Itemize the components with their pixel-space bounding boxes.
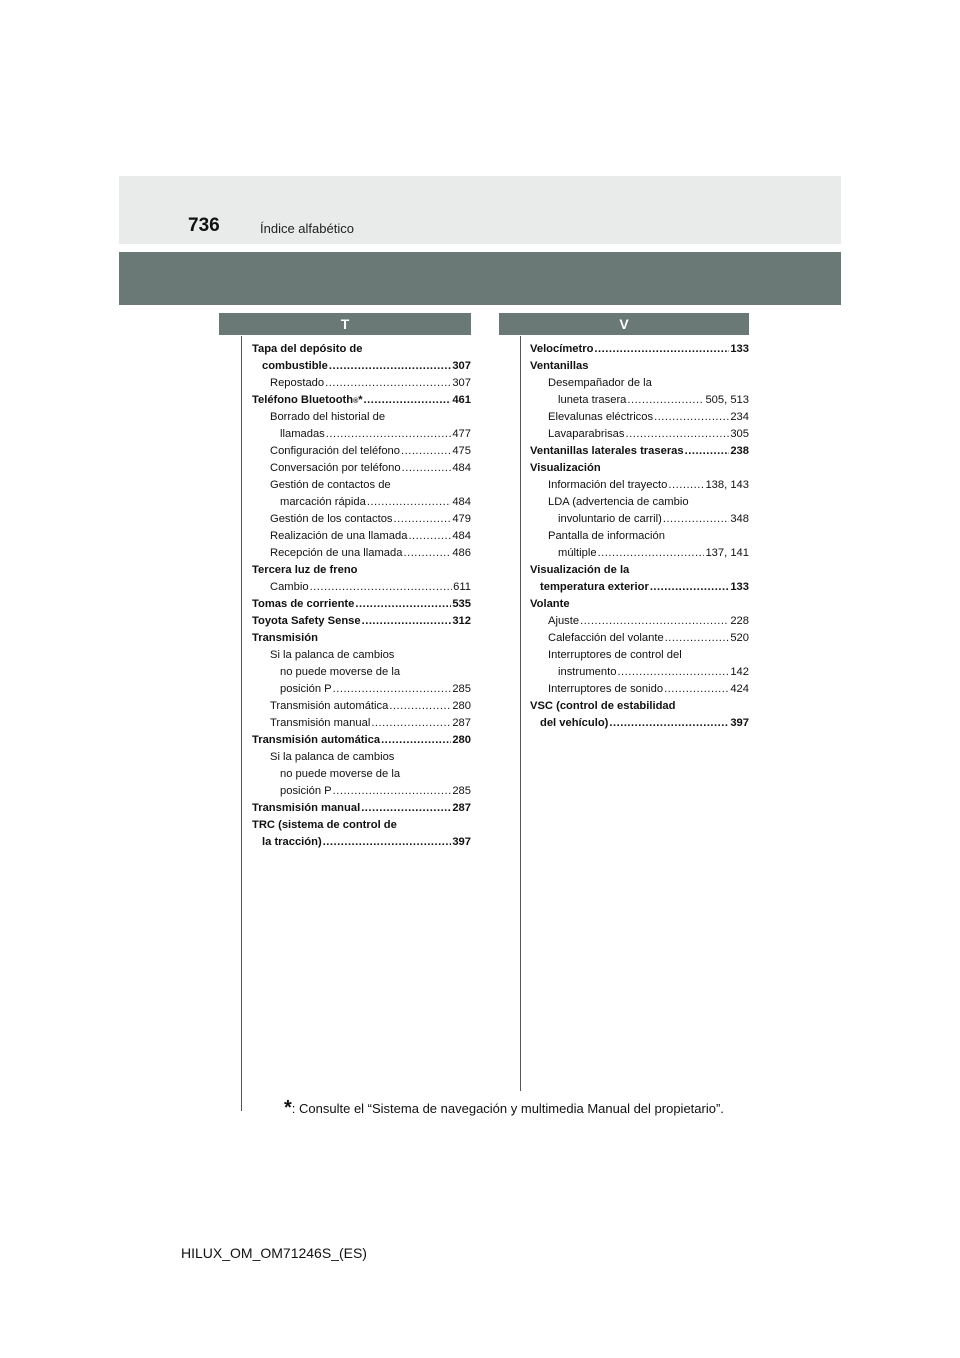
entry-text: Borrado del historial de	[270, 411, 386, 423]
index-entry	[252, 528, 471, 545]
index-entry	[530, 409, 749, 426]
leader-dots	[394, 511, 452, 528]
entry-page: 234	[730, 411, 749, 423]
entry-text: Configuración del teléfono	[270, 445, 400, 457]
entry-page: 477	[452, 428, 471, 440]
entry-text: Ventanillas	[530, 360, 589, 372]
document-id: HILUX_OM_OM71246S_(ES)	[181, 1245, 367, 1261]
entry-page: 486	[452, 547, 471, 559]
entry-text: VSC (control de estabilidad	[530, 700, 676, 712]
index-entry	[252, 562, 471, 579]
entry-page: 535	[452, 598, 471, 610]
leader-dots	[403, 545, 451, 562]
entry-text: Velocímetro	[530, 343, 594, 355]
leader-dots	[402, 460, 452, 477]
index-entry	[530, 375, 749, 392]
leader-dots	[408, 528, 451, 545]
index-entry	[252, 375, 471, 392]
index-entry	[252, 800, 471, 817]
leader-dots	[326, 426, 452, 443]
entry-page: 280	[452, 734, 471, 746]
index-entry	[530, 528, 749, 545]
entry-page: 228	[730, 615, 749, 627]
entry-text: Si la palanca de cambios	[270, 751, 395, 763]
index-entry	[252, 477, 471, 494]
index-entry	[530, 613, 749, 630]
index-entry	[530, 341, 749, 358]
entry-page: 285	[452, 785, 471, 797]
entry-text: posición P	[280, 683, 332, 695]
leader-dots	[598, 545, 705, 562]
index-entry	[530, 494, 749, 511]
leader-dots	[325, 375, 451, 392]
index-entry	[252, 596, 471, 613]
leader-dots	[594, 341, 729, 358]
index-entry	[252, 715, 471, 732]
index-entry	[252, 749, 471, 766]
index-entry	[252, 443, 471, 460]
entry-text: Pantalla de información	[548, 530, 665, 542]
index-entry	[530, 681, 749, 698]
entry-text: Cambio	[270, 581, 309, 593]
column-divider-middle	[520, 336, 521, 1091]
entry-page: 484	[452, 496, 471, 508]
entry-text: Transmisión	[252, 632, 318, 644]
leader-dots	[663, 511, 729, 528]
index-entry	[252, 392, 471, 409]
index-entry	[252, 426, 471, 443]
index-entry	[252, 630, 471, 647]
leader-dots	[665, 630, 730, 647]
entry-text: Conversación por teléfono	[270, 462, 401, 474]
footnote-text: : Consulte el “Sistema de navegación y multimedia Manual del propietario”.	[291, 1101, 724, 1116]
entry-text: Información del trayecto	[548, 479, 668, 491]
entry-text: temperatura exterior	[540, 581, 649, 593]
index-entry	[530, 664, 749, 681]
entry-text: la tracción)	[262, 836, 322, 848]
leader-dots	[364, 392, 452, 409]
index-entry	[530, 477, 749, 494]
entry-text: Si la palanca de cambios	[270, 649, 395, 661]
leader-dots	[355, 596, 451, 613]
header-dark-band	[119, 252, 841, 305]
entry-text: Elevalunas eléctricos	[548, 411, 654, 423]
index-entry	[252, 613, 471, 630]
index-entry	[252, 647, 471, 664]
entry-text: luneta trasera	[558, 394, 627, 406]
entry-text: Toyota Safety Sense	[252, 615, 361, 627]
entry-page: 287	[452, 802, 471, 814]
entry-page: 397	[452, 836, 471, 848]
entry-page: 285	[452, 683, 471, 695]
entry-text: llamadas	[280, 428, 325, 440]
entry-text: Tomas de corriente	[252, 598, 355, 610]
entry-text: Ajuste	[548, 615, 580, 627]
entry-text: Recepción de una llamada	[270, 547, 403, 559]
entry-page: 307	[452, 360, 471, 372]
entry-text: Transmisión automática	[252, 734, 381, 746]
index-entry	[530, 460, 749, 477]
entry-text: instrumento	[558, 666, 617, 678]
entry-text: Realización de una llamada	[270, 530, 408, 542]
entry-text: Desempañador de la	[548, 377, 652, 389]
footnote	[284, 1097, 724, 1120]
section-title: Índice alfabético	[260, 221, 354, 236]
entry-text: LDA (advertencia de cambio	[548, 496, 689, 508]
footnote-star: *	[284, 1097, 292, 1119]
index-entry	[530, 562, 749, 579]
column-heading-v: V	[499, 313, 749, 335]
leader-dots	[580, 613, 729, 630]
index-entry	[530, 392, 749, 409]
header-band	[119, 176, 841, 244]
index-entry	[530, 511, 749, 528]
entry-page: 138, 143	[705, 479, 749, 491]
entry-text: combustible	[262, 360, 328, 372]
index-entry	[252, 698, 471, 715]
entry-page: 307	[452, 377, 471, 389]
index-entry	[530, 647, 749, 664]
index-entry	[530, 630, 749, 647]
leader-dots	[668, 477, 704, 494]
entry-page: 287	[452, 717, 471, 729]
entry-page: 238	[730, 445, 749, 457]
index-entry	[530, 545, 749, 562]
leader-dots	[333, 681, 452, 698]
entry-text: involuntario de carril)	[558, 513, 662, 525]
entry-text: Gestión de los contactos	[270, 513, 393, 525]
entry-text: no puede moverse de la	[280, 666, 401, 678]
entry-text: Tercera luz de freno	[252, 564, 358, 576]
index-entry	[530, 698, 749, 715]
entry-page: 461	[452, 394, 471, 406]
index-entry	[530, 715, 749, 732]
entry-text: Transmisión manual	[252, 802, 361, 814]
index-entry	[252, 341, 471, 358]
index-entry	[252, 664, 471, 681]
entry-text: Transmisión manual	[270, 717, 371, 729]
index-entry	[252, 545, 471, 562]
column-heading-t: T	[219, 313, 471, 335]
entry-page: 133	[730, 343, 749, 355]
index-entry	[252, 783, 471, 800]
entry-text: Transmisión automática	[270, 700, 389, 712]
index-entry	[252, 817, 471, 834]
index-column-t	[252, 341, 471, 851]
entry-text: no puede moverse de la	[280, 768, 401, 780]
leader-dots	[617, 664, 729, 681]
index-entry	[252, 681, 471, 698]
leader-dots	[654, 409, 729, 426]
footnote-marker: *	[358, 394, 363, 406]
entry-text: Interruptores de control del	[548, 649, 682, 661]
entry-page: 397	[730, 717, 749, 729]
index-entry	[252, 460, 471, 477]
page-number: 736	[188, 215, 220, 236]
leader-dots	[664, 681, 729, 698]
column-divider-left	[241, 336, 242, 1111]
index-entry	[252, 494, 471, 511]
entry-text: Lavaparabrisas	[548, 428, 625, 440]
leader-dots	[323, 834, 452, 851]
leader-dots	[389, 698, 451, 715]
index-entry	[252, 766, 471, 783]
index-entry	[530, 596, 749, 613]
entry-text: TRC (sistema de control de	[252, 819, 397, 831]
entry-page: 137, 141	[705, 547, 749, 559]
index-entry	[252, 579, 471, 596]
entry-page: 424	[730, 683, 749, 695]
index-entry	[530, 443, 749, 460]
registered-mark: ®	[353, 398, 359, 405]
entry-page: 348	[730, 513, 749, 525]
leader-dots	[371, 715, 451, 732]
entry-page: 611	[453, 581, 471, 593]
entry-page: 305	[730, 428, 749, 440]
index-entry	[252, 511, 471, 528]
entry-text: marcación rápida	[280, 496, 366, 508]
leader-dots	[367, 494, 452, 511]
entry-text: Ventanillas laterales traseras	[530, 445, 684, 457]
leader-dots	[609, 715, 729, 732]
index-entry	[530, 426, 749, 443]
entry-text: Volante	[530, 598, 570, 610]
entry-text: Gestión de contactos de	[270, 479, 391, 491]
leader-dots	[310, 579, 453, 596]
entry-page: 312	[452, 615, 471, 627]
entry-page: 280	[452, 700, 471, 712]
leader-dots	[329, 358, 451, 375]
leader-dots	[381, 732, 451, 749]
entry-text: Repostado	[270, 377, 325, 389]
index-entry	[252, 732, 471, 749]
entry-text: múltiple	[558, 547, 597, 559]
index-entry	[252, 834, 471, 851]
index-column-v	[530, 341, 749, 732]
entry-text: Teléfono Bluetooth	[252, 394, 354, 406]
index-entry	[530, 579, 749, 596]
entry-text: Visualización de la	[530, 564, 630, 576]
index-entry	[252, 409, 471, 426]
entry-page: 475	[452, 445, 471, 457]
entry-page: 479	[452, 513, 471, 525]
entry-text: Interruptores de sonido	[548, 683, 664, 695]
leader-dots	[685, 443, 730, 460]
index-entry	[252, 358, 471, 375]
leader-dots	[361, 800, 451, 817]
index-entry	[530, 358, 749, 375]
entry-page: 484	[452, 462, 471, 474]
entry-page: 505, 513	[705, 394, 749, 406]
entry-text: Tapa del depósito de	[252, 343, 363, 355]
entry-text: posición P	[280, 785, 332, 797]
entry-page: 484	[452, 530, 471, 542]
leader-dots	[333, 783, 452, 800]
leader-dots	[627, 392, 704, 409]
entry-page: 133	[730, 581, 749, 593]
entry-text: del vehículo)	[540, 717, 609, 729]
leader-dots	[650, 579, 730, 596]
entry-text: Calefacción del volante	[548, 632, 664, 644]
entry-text: Visualización	[530, 462, 601, 474]
leader-dots	[362, 613, 452, 630]
leader-dots	[401, 443, 451, 460]
leader-dots	[626, 426, 730, 443]
entry-page: 142	[730, 666, 749, 678]
entry-page: 520	[730, 632, 749, 644]
